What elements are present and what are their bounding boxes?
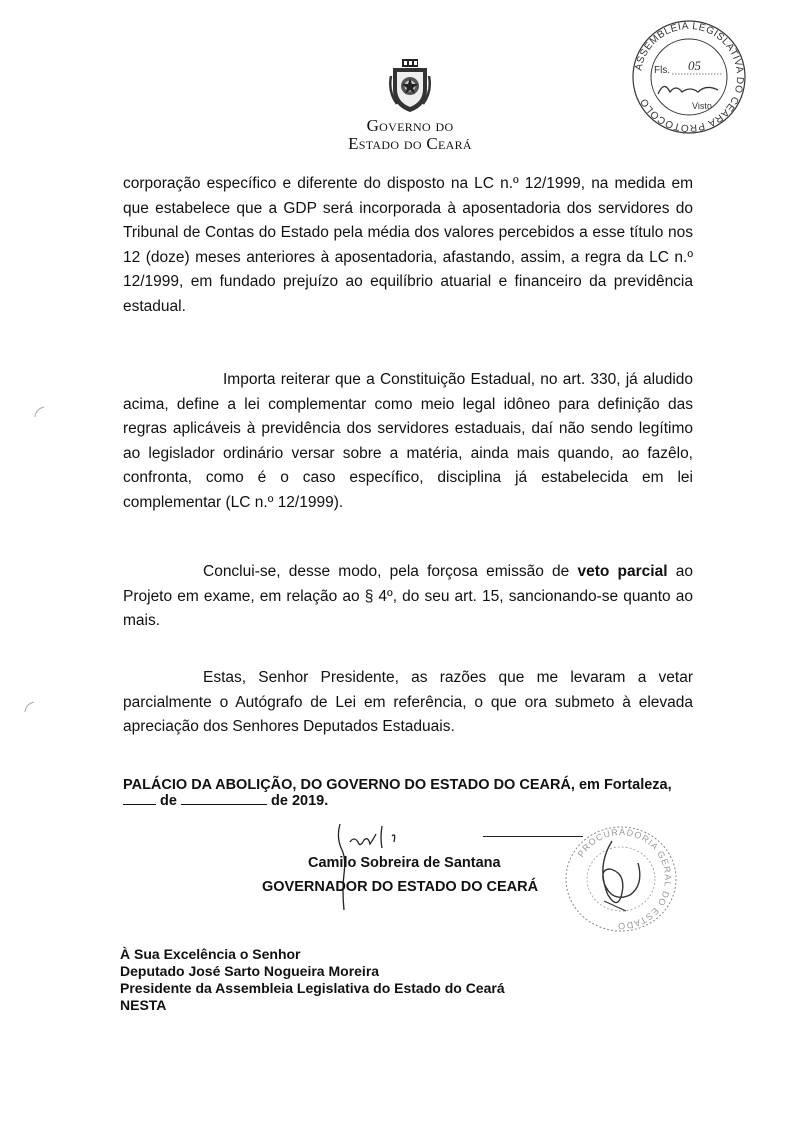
coat-of-arms-icon: [389, 58, 431, 114]
day-blank: [123, 793, 156, 805]
paragraph-3-end: ao Projeto em exame, em relação ao § 4º, do seu art. 15, sancionando-se quanto ao mais.: [123, 563, 693, 630]
scan-artifact-mark: [32, 405, 46, 419]
addressee-block: [120, 946, 505, 1014]
protocol-stamp-fls-value: 05: [688, 58, 701, 73]
date-de-2: de 2019.: [271, 793, 329, 809]
paragraph-4: Estas, Senhor Presidente, as razões que me levaram a vetar parcialmente o Autógrafo de Lei em referência, o que ora submeto à elevada apreciação dos Senhores Deputados Estaduais.: [123, 669, 693, 736]
closing-place: PALÁCIO DA ABOLIÇÃO, DO GOVERNO DO ESTADO DO CEARÁ, em Fortaleza,: [123, 777, 672, 793]
protocol-stamp-visto-label: Visto: [692, 101, 712, 111]
addressee-delivery: NESTA: [120, 997, 167, 1013]
paragraph-1: corporação específico e diferente do disposto na LC n.º 12/1999, na medida em que estabelece que a GDP será incorporada à aposentadoria dos servidores do Tribunal de Contas do Estado pela média dos valores percebidos a esse título nos 12 (doze) meses anteriores à aposentadoria, afastando, assim, a regra da LC n.º 12/1999, em fundado prejuízo ao equilíbrio atuarial e financeiro da previdência estadual.: [123, 175, 693, 315]
letterhead-line-2: Estado do Ceará: [348, 134, 472, 153]
paragraph-3: [123, 560, 693, 634]
signer-name: Camilo Sobreira de Santana: [308, 855, 501, 871]
addressee-role: Presidente da Assembleia Legislativa do Estado do Ceará: [120, 980, 505, 996]
letterhead-line-1: Governo do: [366, 116, 454, 135]
paragraph-3-start: Conclui-se, desse modo, pela forçosa emissão de: [203, 563, 570, 580]
addressee-name: Deputado José Sarto Nogueira Moreira: [120, 963, 380, 979]
protocol-stamp: [630, 18, 748, 136]
date-de-1: de: [160, 793, 177, 809]
veto-parcial-emphasis: veto parcial: [577, 563, 668, 580]
paragraph-2: Importa reiterar que a Constituição Estadual, no art. 330, já aludido acima, define a lei complementar como meio legal idôneo para definição das regras aplicáveis à previdência dos servidores estaduais, daí não sendo legítimo ao legislador ordinário versar sobre a matéria, ainda mais quando, ao fazêlo, confronta, como é o caso específico, disciplina já estabelecida em lei complementar (LC n.º 12/1999).: [123, 371, 693, 511]
addressee-salutation: À Sua Excelência o Senhor: [120, 946, 301, 962]
official-seal-stamp: [560, 823, 682, 935]
protocol-stamp-ring-text: ASSEMBLEIA LEGISLATIVA DO CEARÁ PROTOCOLO: [633, 20, 746, 134]
month-blank: [181, 793, 267, 805]
date-line: [123, 793, 328, 809]
signer-title: GOVERNADOR DO ESTADO DO CEARÁ: [262, 879, 539, 895]
letterhead: [330, 58, 490, 154]
official-seal-ring-text: PROCURADORIA GERAL DO ESTADO: [575, 826, 674, 932]
protocol-stamp-fls-label: Fls.: [654, 65, 671, 76]
scan-artifact-mark: [22, 700, 36, 714]
